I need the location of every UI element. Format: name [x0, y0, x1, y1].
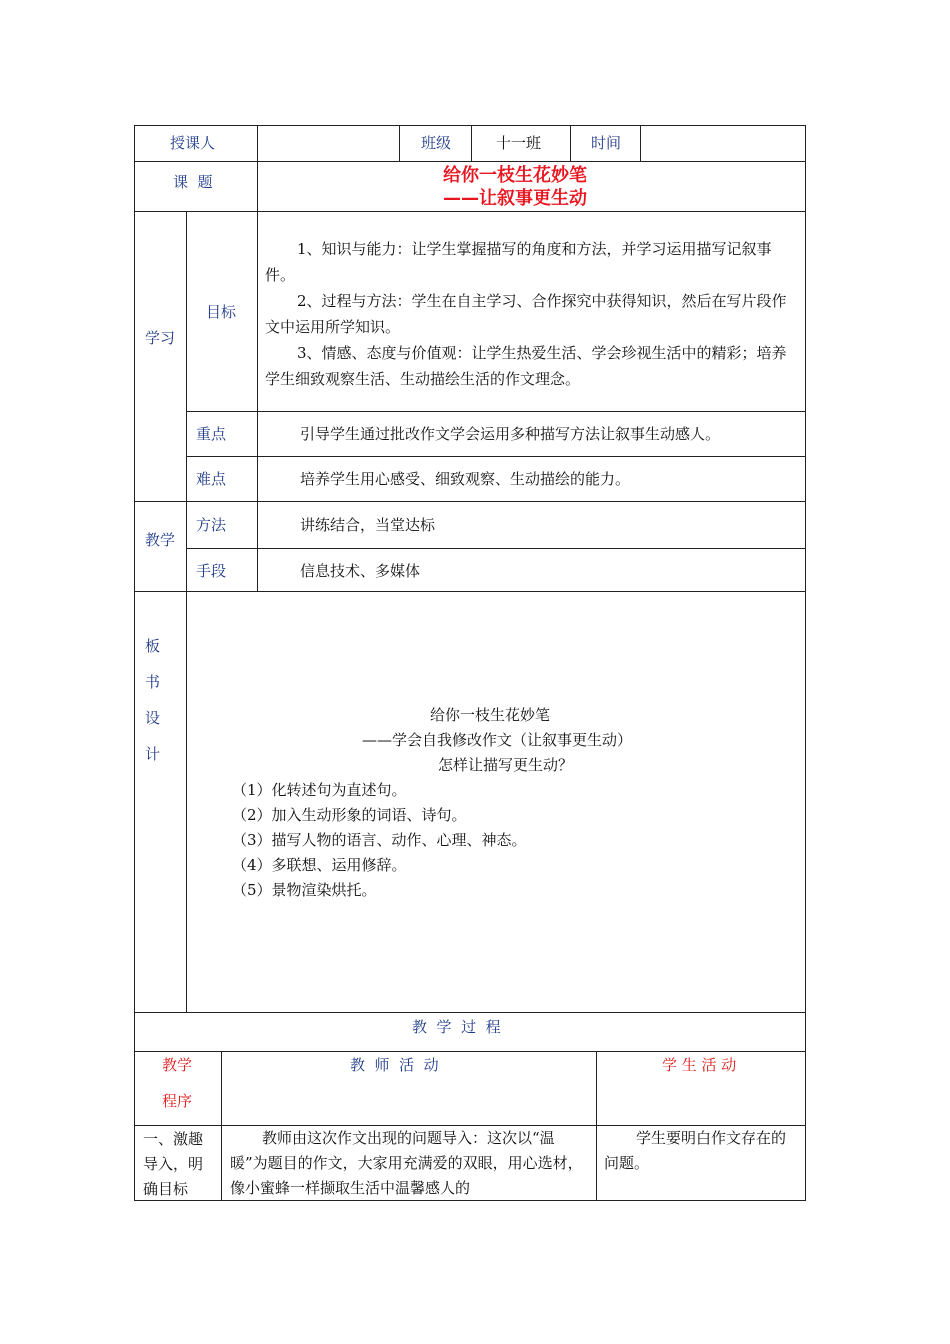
- board-item: （3）描写人物的语言、动作、心理、神态。: [232, 831, 527, 849]
- process-col-step-line2: 程序: [162, 1092, 193, 1110]
- board-label-char: 计: [145, 745, 161, 763]
- means-text: 信息技术、多媒体: [300, 562, 421, 580]
- time-label: 时间: [591, 134, 622, 152]
- board-item: （1）化转述句为直述句。: [232, 781, 407, 799]
- goal-knowledge: 1、知识与能力：让学生掌握描写的角度和方法，并学习运用描写记叙事件。: [265, 240, 772, 284]
- difficulty-label: 难点: [196, 470, 227, 488]
- learning-group-label: 学习: [145, 329, 176, 347]
- board-label-char: 书: [145, 673, 161, 691]
- class-value: 十一班: [496, 134, 542, 152]
- step-line: 导入，明: [143, 1155, 204, 1173]
- lesson-subtitle: ——让叙事更生动: [443, 188, 587, 209]
- process-col-teacher: 教 师 活 动: [350, 1056, 439, 1074]
- teacher-activity-text: 教师由这次作文出现的问题导入：这次以“温暖”为题目的作文，大家用充满爱的双眼，用心选材，像小蜜蜂一样撷取生活中温馨感人的: [230, 1129, 583, 1197]
- board-item: （4）多联想、运用修辞。: [232, 856, 407, 874]
- process-heading: 教 学 过 程: [412, 1018, 501, 1036]
- teaching-group-label: 教学: [145, 531, 176, 549]
- topic-label: 课 题: [173, 173, 213, 191]
- board-subtitle: ——学会自我修改作文（让叙事更生动）: [362, 731, 633, 749]
- goals-label: 目标: [206, 303, 237, 321]
- board-label-char: 设: [145, 709, 161, 727]
- step-line: 一、激趣: [143, 1130, 204, 1148]
- lesson-title: 给你一枝生花妙笔: [443, 165, 587, 186]
- goal-emotion: 3、情感、态度与价值观：让学生热爱生活、学会珍视生活中的精彩；培养学生细致观察生活、生动描绘生活的作文理念。: [265, 344, 787, 388]
- teacher-label: 授课人: [170, 134, 216, 152]
- board-title: 给你一枝生花妙笔: [430, 706, 551, 724]
- goal-process: 2、过程与方法：学生在自主学习、合作探究中获得知识，然后在写片段作文中运用所学知识。: [265, 292, 787, 336]
- means-label: 手段: [196, 562, 227, 580]
- method-label: 方法: [196, 516, 227, 534]
- method-text: 讲练结合，当堂达标: [300, 516, 436, 534]
- board-question: 怎样让描写更生动？: [438, 756, 574, 774]
- process-col-step-line1: 教学: [162, 1056, 193, 1074]
- step-line: 确目标: [143, 1180, 189, 1198]
- board-item: （5）景物渲染烘托。: [232, 881, 377, 899]
- key-point-label: 重点: [196, 425, 227, 443]
- board-item: （2）加入生动形象的词语、诗句。: [232, 806, 467, 824]
- board-label-char: 板: [145, 637, 161, 655]
- class-label: 班级: [421, 134, 452, 152]
- difficulty-text: 培养学生用心感受、细致观察、生动描绘的能力。: [300, 470, 631, 488]
- process-col-student: 学 生 活 动: [662, 1056, 737, 1074]
- student-activity-text: 学生要明白作文存在的问题。: [604, 1129, 787, 1172]
- key-point-text: 引导学生通过批改作文学会运用多种描写方法让叙事生动感人。: [300, 425, 721, 443]
